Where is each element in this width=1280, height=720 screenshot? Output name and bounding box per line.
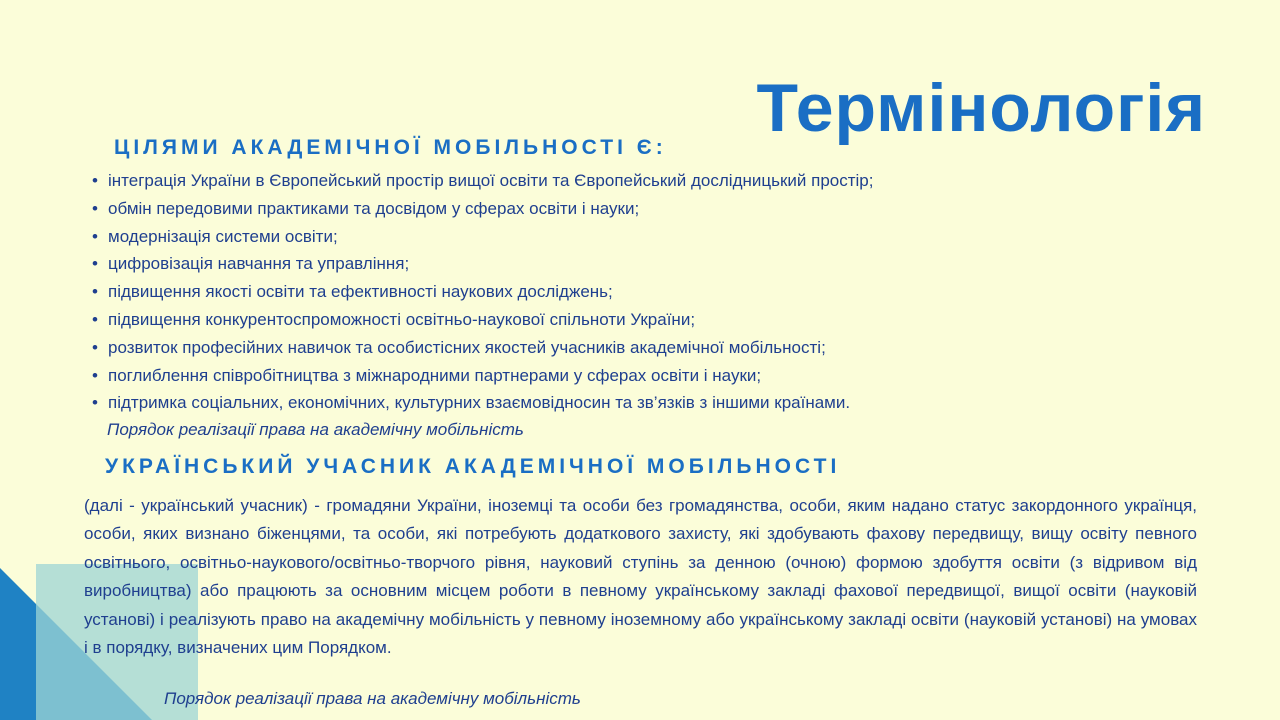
- list-item: • підвищення якості освіти та ефективності наукових досліджень;: [108, 278, 873, 306]
- list-item: • обмін передовими практиками та досвідом у сферах освіти і науки;: [108, 195, 873, 223]
- list-item: • підвищення конкурентоспроможності освітньо-наукової спільноти України;: [108, 306, 873, 334]
- page-title: Термінологія: [756, 70, 1206, 146]
- goals-reference: Порядок реалізації права на академічну мобільність: [107, 420, 524, 439]
- participant-definition: (далі - український учасник) - громадяни України, іноземці та особи без громадянства, особи, яким надано статус закордонного українця, особи, яких визнано біженцями, та особи, які потребують додаткового захисту, які здобувають фахову передвищу, вищу освіту певного освітнього, освітньо-наукового/освітньо-творчого рівня, науковий ступінь за денною (очною) формою здобуття освіти (з відривом від виробництва) або працюють за основним місцем роботи в певному українському закладі фахової передвищої, вищої освіти (науковій установі) і реалізують право на академічну мобільність у певному іноземному або українському закладі освіти (науковій установі) на умовах і в порядку, визначених цим Порядком.: [84, 496, 1197, 658]
- list-item: • цифровізація навчання та управління;: [108, 250, 873, 278]
- goals-list: [90, 167, 873, 417]
- list-item: • модернізація системи освіти;: [108, 223, 873, 251]
- list-item: • підтримка соціальних, економічних, культурних взаємовідносин та зв’язків з іншими країнами.: [108, 389, 873, 417]
- list-item: • поглиблення співробітництва з міжнародними партнерами у сферах освіти і науки;: [108, 362, 873, 390]
- goals-heading: ЦІЛЯМИ АКАДЕМІЧНОЇ МОБІЛЬНОСТІ Є:: [114, 136, 667, 159]
- list-item: • розвиток професійних навичок та особистісних якостей учасників академічної мобільності;: [108, 334, 873, 362]
- participant-heading: УКРАЇНСЬКИЙ УЧАСНИК АКАДЕМІЧНОЇ МОБІЛЬНОСТІ: [105, 455, 841, 478]
- participant-reference: Порядок реалізації права на академічну мобільність: [164, 689, 581, 708]
- list-item: • інтеграція України в Європейський простір вищої освіти та Європейський дослідницький простір;: [108, 167, 873, 195]
